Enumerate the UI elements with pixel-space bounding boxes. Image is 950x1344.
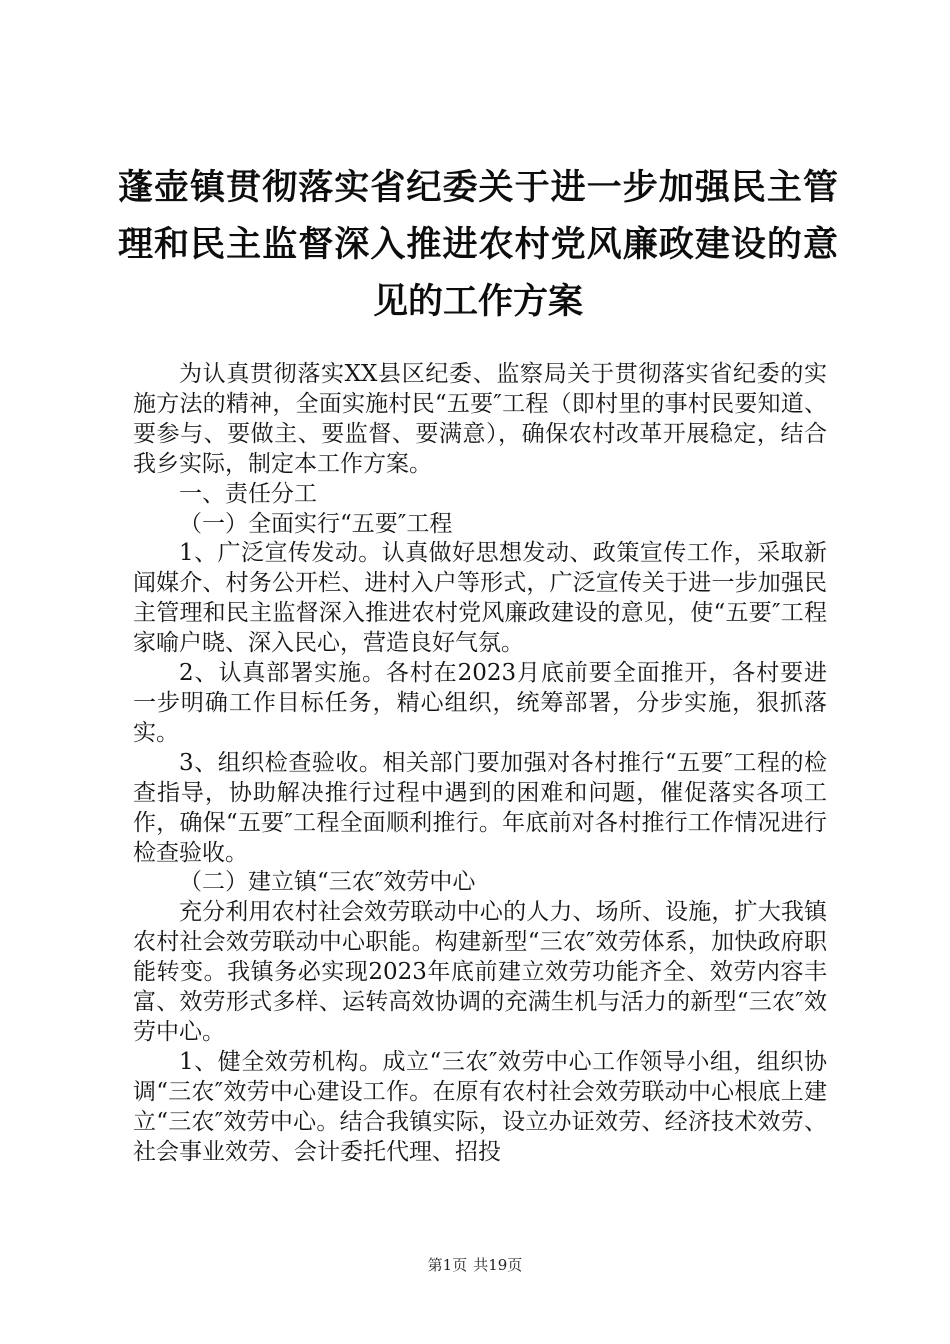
page-footer xyxy=(0,1255,950,1275)
body-paragraph: 3、组织检查验收。相关部门要加强对各村推行“五要″工程的检查指导，协助解决推行过程中遇到的困难和问题，催促落实各项工作，确保“五要″工程全面顺利推行。年底前对各村推行工作情况进行检查验收。 xyxy=(133,749,827,866)
document-title xyxy=(118,160,838,331)
section-heading: 一、责任分工 xyxy=(179,480,317,507)
title-line: 理和民主监督深入推进农村党风廉政建设的意 xyxy=(118,225,838,265)
body-paragraph: 2、认真部署实施。各村在2023月底前要全面推开，各村要进一步明确工作目标任务，精心组织，统筹部署，分步实施，狠抓落实。 xyxy=(133,660,827,746)
intro-paragraph: 为认真贯彻落实XX县区纪委、监察局关于贯彻落实省纪委的实施方法的精神，全面实施村民“五要″工程（即村里的事村民要知道、要参与、要做主、要监督、要满意），确保农村改革开展稳定，结合我乡实际，制定本工作方案。 xyxy=(133,361,827,477)
title-line: 见的工作方案 xyxy=(372,282,583,322)
page-number: 第1页 xyxy=(427,1256,468,1274)
body-paragraph: 1、广泛宣传发动。认真做好思想发动、政策宣传工作，采取新闻媒介、村务公开栏、进村入户等形式，广泛宣传关于进一步加强民主管理和民主监督深入推进农村党风廉政建设的意见，使“五要″工程家喻户晓、深入民心，营造良好气氛。 xyxy=(133,540,827,657)
body-paragraph: 1、健全效劳机构。成立“三农″效劳中心工作领导小组，组织协调“三农″效劳中心建设工作。在原有农村社会效劳联动中心根底上建立“三农″效劳中心。结合我镇实际，设立办证效劳、经济技术效劳、社会事业效劳、会计委托代理、招投 xyxy=(133,1048,827,1165)
page-total: 共19页 xyxy=(473,1256,523,1274)
body-paragraph: 充分利用农村社会效劳联动中心的人力、场所、设施，扩大我镇农村社会效劳联动中心职能。构建新型“三农″效劳体系，加快政府职能转变。我镇务必实现2023年底前建立效劳功能齐全、效劳内容丰富、效劳形式多样、运转高效协调的充满生机与活力的新型“三农″效劳中心。 xyxy=(133,899,827,1045)
subsection-heading: （一）全面实行“五要″工程 xyxy=(179,510,453,537)
title-line: 蓬壶镇贯彻落实省纪委关于进一步加强民主管 xyxy=(118,168,838,208)
subsection-heading: （二）建立镇“三农″效劳中心 xyxy=(179,869,476,896)
document-body xyxy=(133,360,827,1167)
